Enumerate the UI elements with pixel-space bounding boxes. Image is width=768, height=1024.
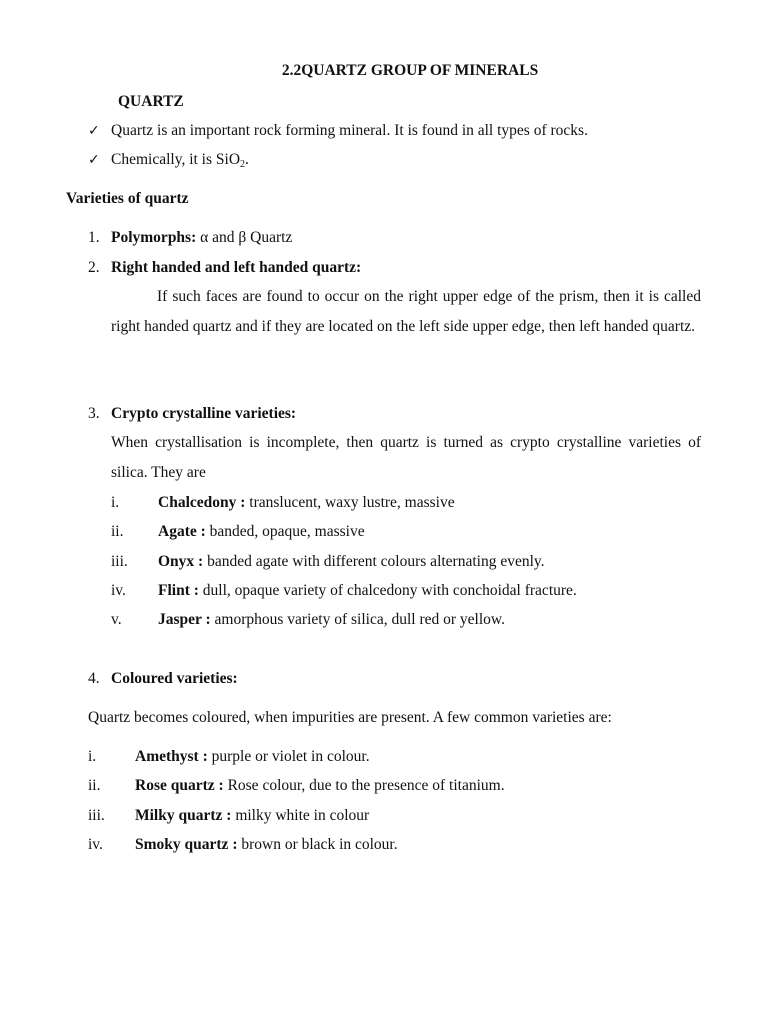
subitem-number: iv. <box>111 582 126 599</box>
item-label: Onyx : <box>158 553 204 570</box>
item-label: Chalcedony : <box>158 494 246 511</box>
item-intro: Quartz becomes coloured, when impurities are present. A few common varieties are: <box>88 709 612 726</box>
page-title: 2.2QUARTZ GROUP OF MINERALS <box>281 62 539 79</box>
item-text: milky white in colour <box>231 807 370 824</box>
item-label: Agate : <box>158 523 206 540</box>
item-label: Amethyst : <box>135 748 208 765</box>
list-item <box>135 835 398 855</box>
item-label: Coloured varieties: <box>111 670 238 687</box>
subitem-number: iv. <box>88 836 103 853</box>
bullet-text-before: Chemically, it is SiO <box>111 151 241 168</box>
item-label: Rose quartz : <box>135 777 224 794</box>
list-item <box>135 747 370 767</box>
list-number: 4. <box>88 670 100 687</box>
bullet-text-after: . <box>245 151 249 168</box>
item-text: banded, opaque, massive <box>205 523 365 540</box>
item-label: Milky quartz : <box>135 807 232 824</box>
list-item <box>158 610 505 630</box>
item-label: Crypto crystalline varieties: <box>111 405 297 422</box>
item-text: Rose colour, due to the presence of titanium. <box>223 777 505 794</box>
subitem-number: v. <box>111 611 122 628</box>
list-item <box>111 228 292 248</box>
item-label: Right handed and left handed quartz: <box>111 259 362 276</box>
item-text: α and β Quartz <box>196 229 293 246</box>
list-item <box>158 581 577 601</box>
item-text: banded agate with different colours alternating evenly. <box>203 553 545 570</box>
bullet-text <box>111 150 249 170</box>
subitem-number: ii. <box>111 523 124 540</box>
paragraph-text: If such faces are found to occur on the right upper edge of the prism, then it is called right handed quartz and if they are located on the left side upper edge, then left handed quartz. <box>111 288 701 335</box>
checkmark-icon: ✓ <box>88 123 100 139</box>
item-paragraph: When crystallisation is incomplete, then quartz is turned as crypto crystalline varieties of silica. They are <box>111 434 701 481</box>
list-item <box>158 522 365 542</box>
section-subheading: QUARTZ <box>118 93 184 110</box>
list-number: 3. <box>88 405 100 422</box>
item-paragraph <box>111 282 701 341</box>
list-number: 2. <box>88 259 100 276</box>
list-item <box>158 493 455 513</box>
item-text: amorphous variety of silica, dull red or yellow. <box>210 611 505 628</box>
item-label: Jasper : <box>158 611 211 628</box>
subitem-number: i. <box>88 748 97 765</box>
bullet-text: Quartz is an important rock forming mineral. It is found in all types of rocks. <box>111 122 588 139</box>
item-text: translucent, waxy lustre, massive <box>245 494 455 511</box>
list-item <box>135 806 369 826</box>
checkmark-icon: ✓ <box>88 152 100 168</box>
list-item <box>135 776 505 796</box>
subitem-number: i. <box>111 494 120 511</box>
subitem-number: iii. <box>88 807 105 824</box>
item-label: Smoky quartz : <box>135 836 238 853</box>
subitem-number: iii. <box>111 553 128 570</box>
list-number: 1. <box>88 229 100 246</box>
item-label: Flint : <box>158 582 199 599</box>
varieties-heading: Varieties of quartz <box>66 190 189 207</box>
item-text: purple or violet in colour. <box>207 748 370 765</box>
list-item <box>158 552 545 572</box>
subitem-number: ii. <box>88 777 101 794</box>
item-label: Polymorphs: <box>111 229 197 246</box>
subscript: 2 <box>240 159 246 170</box>
item-text: brown or black in colour. <box>237 836 398 853</box>
item-text: dull, opaque variety of chalcedony with conchoidal fracture. <box>198 582 577 599</box>
